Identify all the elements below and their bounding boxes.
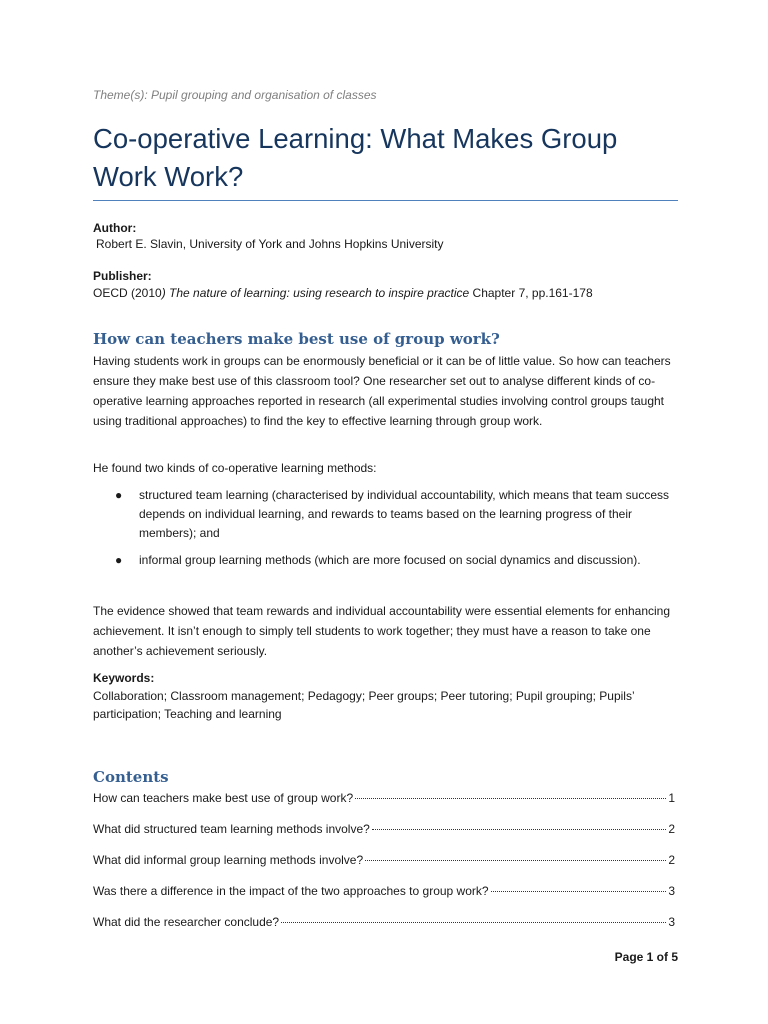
- document-title: Co-operative Learning: What Makes Group Work Work?: [93, 123, 618, 192]
- author-value: Robert E. Slavin, University of York and Johns Hopkins University: [96, 237, 444, 251]
- toc-entry-title: How can teachers make best use of group work?: [93, 791, 354, 805]
- methods-intro: He found two kinds of co-operative learning methods:: [93, 461, 377, 475]
- page-number: Page 1 of 5: [614, 950, 678, 964]
- toc-leader: [281, 922, 666, 923]
- contents-heading: Contents: [93, 768, 169, 786]
- publisher-paren: ): [161, 286, 166, 300]
- keywords-label: Keywords:: [93, 671, 155, 685]
- toc-entry-page: 1: [668, 791, 675, 805]
- title-divider: [93, 200, 678, 201]
- keywords-value: Collaboration; Classroom management; Pedagogy; Peer groups; Peer tutoring; Pupil grouping; Pupils’ participation; Teaching and learning: [93, 689, 635, 721]
- toc-leader: [365, 860, 666, 861]
- bullet-icon: ●: [115, 553, 123, 567]
- toc-entry-page: 2: [668, 822, 675, 836]
- section-heading: How can teachers make best use of group work?: [93, 330, 500, 348]
- toc-entry[interactable]: [93, 822, 675, 840]
- toc-entry-page: 3: [668, 915, 675, 929]
- toc-leader: [355, 798, 666, 799]
- toc-entry-title: What did the researcher conclude?: [93, 915, 280, 929]
- toc-entry-title: What did structured team learning methods involve?: [93, 822, 370, 836]
- toc-entry[interactable]: [93, 853, 675, 871]
- toc-entry-page: 2: [668, 853, 675, 867]
- publisher-label: Publisher:: [93, 269, 152, 283]
- toc-entry[interactable]: [93, 915, 675, 933]
- bullet-icon: ●: [115, 488, 123, 502]
- toc-entry-title: Was there a difference in the impact of the two approaches to group work?: [93, 884, 489, 898]
- toc-entry[interactable]: [93, 884, 675, 902]
- toc-leader: [491, 891, 667, 892]
- author-label: Author:: [93, 221, 137, 235]
- list-item: [93, 551, 678, 570]
- publisher-value: [93, 286, 678, 300]
- publisher-book-title: The nature of learning: using research to inspire practice: [165, 286, 470, 300]
- toc-leader: [372, 829, 667, 830]
- toc-entry-title: What did informal group learning methods involve?: [93, 853, 364, 867]
- methods-list: [93, 486, 678, 570]
- list-item: [93, 486, 678, 543]
- publisher-org: OECD (2010: [93, 286, 162, 300]
- list-item-text: structured team learning (characterised by individual accountability, which means that team success depends on individual learning, and rewards to teams based on the learning progress of their members); and: [139, 488, 670, 540]
- themes-line: Theme(s): Pupil grouping and organisation of classes: [93, 88, 377, 102]
- toc-entry[interactable]: [93, 791, 675, 809]
- evidence-paragraph: The evidence showed that team rewards and individual accountability were essential elements for enhancing achievement. It isn’t enough to simply tell students to work together; they must have a reason to take one another’s achievement seriously.: [93, 604, 671, 658]
- toc-entry-page: 3: [668, 884, 675, 898]
- publisher-chapter: Chapter 7, pp.161-178: [469, 286, 593, 300]
- list-item-text: informal group learning methods (which are more focused on social dynamics and discussion).: [139, 553, 641, 567]
- intro-paragraph: Having students work in groups can be enormously beneficial or it can be of little value. So how can teachers ensure they make best use of this classroom tool? One researcher set out to analyse different kinds of co-operative learning approaches reported in research (all experimental studies involving control groups taught using traditional approaches) to find the key to effective learning through group work.: [93, 354, 671, 428]
